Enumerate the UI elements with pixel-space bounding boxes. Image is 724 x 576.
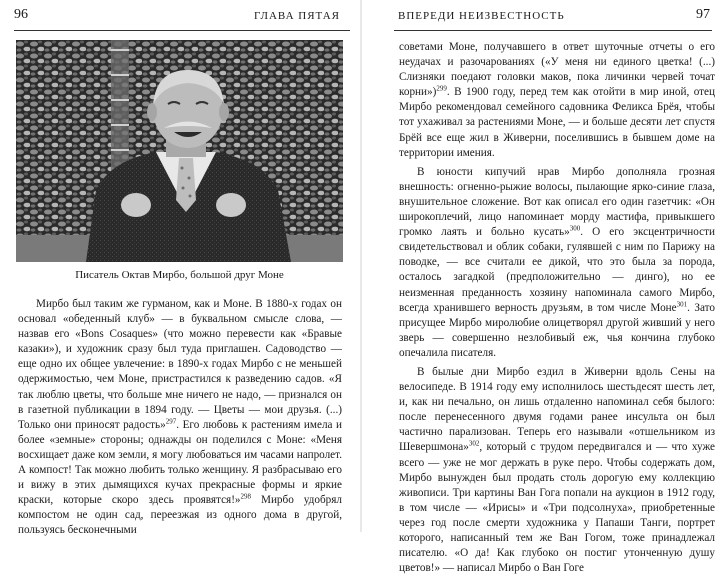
text-run: , который с трудом передвигался и — что хуже всего — уже не мог держать в руке перо. Чтобы содержать дом, Мирбо вынужден был продать столь дорогую ему коллекцию живописи. Три картины Ван Гога попали на аукцион в 1912 году, в том числе — «Ирисы» и «Три подсолнуха», приобретенные через год после смерти художника у Папаши Танги, портрет которого, написанный тем же Ван Гогом, тоже принадлежал писателю. «О да! Как глубоко он постиг утонченную душу цветов!» — написал Мирбо о Ван Гоге <box>399 441 715 575</box>
header-rule-left <box>14 30 350 31</box>
page-number-right: 97 <box>696 7 710 22</box>
footnote-ref[interactable]: 300 <box>569 224 581 233</box>
text-run: Мирбо был таким же гурманом, как и Моне. В 1880-х годах он основал «обеденный клуб» — в буквальном смысле слова, — назвав его «Bons Cosaques» (что можно перевести как «Бравые казаки»), и художник сразу был туда приглашен. Садоводство — еще одно их общее увлечение: в 1890-х годах Мирбо с не меньшей одержимостью, чем Моне, пристрастился к разведению садов. «Я так люблю цветы, что больше мне ничего не надо, — признался он в газетной публикации в 1894 году. — Цветы — мои друзья. (...) Только они приносят радость» <box>18 298 342 431</box>
text-run: . Зато присущее Мирбо миролюбие олицетворял другой живший у него зверь — совершенно незлобивый еж, чья кончина глубоко опечалила писателя. <box>399 301 715 359</box>
body-text-right <box>399 40 715 576</box>
footnote-ref[interactable]: 301 <box>676 299 688 308</box>
text-run: . О его эксцентричности свидетельствовал и облик собаки, гулявшей с ним по Парижу на поводке, — все считали ее дикой, что это была за порода, осталось загадкой (предположительно — динго), но ее неизменная преданность хозяину напоминала самого Мирбо, всегда хранившего верность друзьям, в том числе Моне <box>399 226 715 314</box>
chapter-title-left: ГЛАВА ПЯТАЯ <box>253 10 340 22</box>
text-run: советами Моне, получавшего в ответ шуточные отчеты о его неудачах и разочарованиях («У меня ни единого цветка! (...) Слизняки поедают головки маков, пока личинки червей точат корни») <box>399 41 715 99</box>
portrait-photo <box>16 40 343 262</box>
text-run: . В 1900 году, перед тем как отойти в мир иной, отец Мирбо рекомендовал семейного садовника Феликса Брёя, чтобы тот ухаживал за растениями Моне, — и больше десяти лет спустя Брёй все еще жил в Живерни, поселившись в бывшем доме на территории имения. <box>399 86 715 159</box>
paragraph <box>399 40 715 161</box>
footnote-ref[interactable]: 297 <box>165 417 177 426</box>
paragraph <box>399 165 715 361</box>
photo-caption: Писатель Октав Мирбо, большой друг Моне <box>75 269 284 281</box>
text-run: Мирбо удобрял компостом не один сад, переезжая из одного дома в другой, пользуясь бесконечными <box>18 494 342 537</box>
text-run: В юности кипучий нрав Мирбо дополняла грозная внешность: огненно-рыжие волосы, пылающие ярко-синие глаза, внушительное сложение. Вот как описал его один газетчик: «Он широкоплечий, лицо напоминает морду мастифа, привыкшего громко лаять и больно кусать» <box>399 165 715 239</box>
footnote-ref[interactable]: 299 <box>436 84 447 93</box>
text-run: В былые дни Мирбо ездил в Живерни вдоль Сены на велосипеде. В 1914 году ему исполнилось шестьдесят шесть лет, и, как ни печально, он лишь отдаленно напоминал себя былого: после перенесенного двумя годами ранее инсульта он был частично парализован. Теперь его называли «отшельником из Шевершмона» <box>399 365 715 454</box>
footnote-ref[interactable]: 298 <box>240 492 252 501</box>
paragraph <box>18 297 342 539</box>
page-number-left: 96 <box>14 7 28 22</box>
right-page <box>362 0 724 575</box>
paragraph <box>399 365 715 576</box>
text-run: . Его любовь к растениям имела и более «земные» стороны; однажды он поделился с Моне: «Меня восхищает даже ком земли, я могу любоваться им часами напролет. А компост! Так можно любить только женщину. Я разбрасываю его и вижу в этих дымящихся кучах прекрасные формы и яркие краски, которые скоро здесь проявятся!» <box>18 418 342 507</box>
left-page <box>0 0 360 537</box>
footnote-ref[interactable]: 302 <box>468 439 480 448</box>
body-text-left <box>18 297 342 539</box>
chapter-title-right: ВПЕРЕДИ НЕИЗВЕСТНОСТЬ <box>398 10 565 22</box>
header-rule-right <box>394 30 712 31</box>
portrait-photo-image <box>16 40 343 262</box>
